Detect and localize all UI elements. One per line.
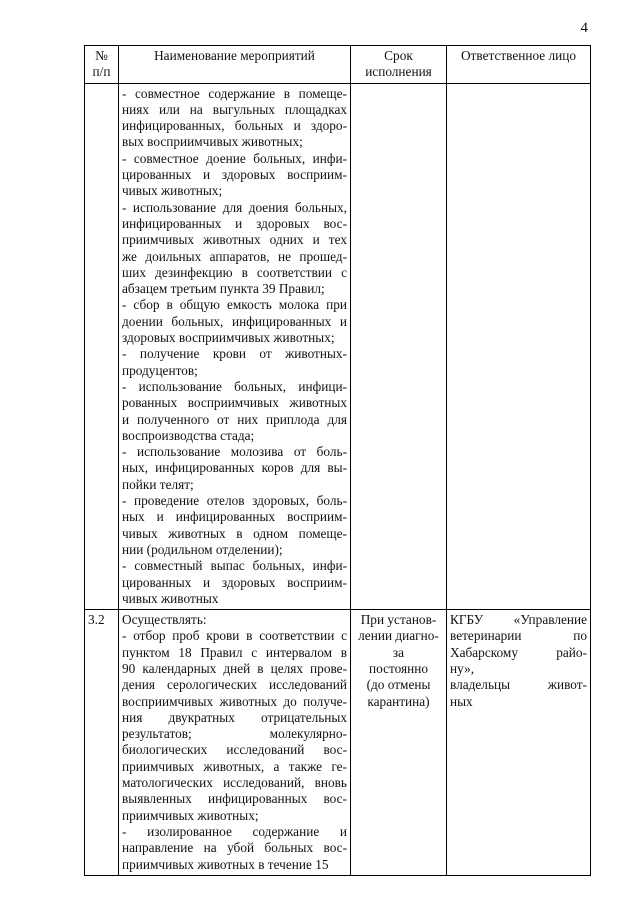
text-line: - использование больных, инфици-: [122, 378, 347, 394]
header-num-line: №: [95, 48, 108, 63]
text-line: и полученного от них приплода для: [122, 411, 347, 427]
row-number-cell: [85, 83, 119, 610]
text-line: ных: [450, 693, 473, 709]
text-line: карантина): [367, 693, 430, 709]
table-row: [85, 83, 591, 610]
text-line: - совместное доение больных, инфи-: [122, 150, 347, 166]
text-line: же доильных аппаратов, не прошед-: [122, 248, 347, 264]
header-name: [119, 46, 351, 84]
text-line: цированных и здоровых восприим-: [122, 167, 347, 183]
row-term-cell: [351, 83, 447, 610]
row-term-cell: [351, 610, 447, 876]
text-line: за: [392, 644, 405, 660]
text-line: восприимчивых животных до получе-: [122, 693, 347, 709]
header-num-line: п/п: [92, 64, 111, 80]
text-line: вых восприимчивых животных;: [122, 134, 303, 150]
text-line: приимчивых животных, а также ге-: [122, 758, 347, 774]
header-term-line: Срок: [384, 48, 413, 63]
text-line: владельцы живот-: [450, 677, 587, 693]
header-name-text: Наименование мероприятий: [154, 48, 315, 63]
text-line: нии (родильном отделении);: [122, 541, 283, 557]
text-line: Хабарскому райо-: [450, 644, 587, 660]
text-line: - отбор проб крови в соответствии с: [122, 628, 347, 644]
row-measures-cell: [119, 83, 351, 610]
text-line: абзацем третьим пункта 39 Правил;: [122, 281, 325, 297]
table-header-row: [85, 46, 591, 84]
text-line: - совместный выпас больных, инфи-: [122, 558, 347, 574]
text-line: воспроизводства стада;: [122, 427, 255, 443]
text-line: - использование молозива от боль-: [122, 444, 347, 460]
text-line: - использование для доения больных,: [122, 199, 347, 215]
text-line: ниях или на выгульных площадках: [122, 101, 347, 117]
text-line: - совместное содержание в помеще-: [122, 85, 347, 101]
text-line: чивых животных в одном помеще-: [122, 525, 347, 541]
text-line: - сбор в общую емкость молока при: [122, 297, 347, 313]
text-line: ния двукратных отрицательных: [122, 709, 347, 725]
text-line: направление на убой больных вос-: [122, 840, 347, 856]
text-line: - получение крови от животных-: [122, 346, 347, 362]
header-term: [351, 46, 447, 84]
text-line: цированных и здоровых восприим-: [122, 574, 347, 590]
row-number-cell: 3.2: [85, 610, 119, 876]
text-line: ших дезинфекцию в соответствии с: [122, 264, 347, 280]
text-line: пойки телят;: [122, 476, 194, 492]
row-measures-cell: [119, 610, 351, 876]
header-responsible: [447, 46, 591, 84]
text-line: (до отмены: [366, 677, 431, 693]
text-line: пунктом 18 Правил с интервалом в: [122, 644, 347, 660]
text-line: ных, инфицированных коров для вы-: [122, 460, 347, 476]
text-line: матологических исследований, вновь: [122, 775, 347, 791]
text-line: ных и инфицированных восприим-: [122, 509, 347, 525]
page-number: 4: [580, 20, 588, 36]
text-line: инфицированных, больных и здоро-: [122, 118, 347, 134]
text-line: постоянно: [368, 660, 429, 676]
text-line: чивых животных;: [122, 183, 223, 199]
text-line: ну»,: [450, 660, 475, 676]
text-line: Осуществлять:: [122, 612, 207, 628]
measures-table: [84, 45, 591, 876]
header-term-line: исполнения: [365, 64, 432, 80]
text-line: - проведение отелов здоровых, боль-: [122, 493, 347, 509]
text-line: приимчивых животных в течение 15: [122, 856, 329, 872]
text-line: приимчивых животных;: [122, 807, 259, 823]
text-line: ветеринарии по: [450, 628, 587, 644]
header-num: [85, 46, 119, 84]
row-responsible-cell: [447, 610, 591, 876]
header-responsible-text: Ответственное лицо: [460, 48, 577, 63]
text-line: чивых животных: [122, 590, 219, 606]
text-line: выявленных инфицированных вос-: [122, 791, 347, 807]
text-line: результатов; молекулярно-: [122, 726, 347, 742]
text-line: доении больных, инфицированных и: [122, 313, 347, 329]
text-line: дения серологических исследований: [122, 677, 347, 693]
row-responsible-cell: [447, 83, 591, 610]
text-line: При установ-: [360, 612, 437, 628]
text-line: здоровых восприимчивых животных;: [122, 330, 335, 346]
text-line: рованных восприимчивых животных: [122, 395, 347, 411]
text-line: инфицированных и здоровых вос-: [122, 215, 347, 231]
text-line: приимчивых животных одних и тех: [122, 232, 347, 248]
text-line: КГБУ «Управление: [450, 612, 587, 628]
text-line: продуцентов;: [122, 362, 198, 378]
text-line: лении диагно-: [358, 628, 439, 644]
text-line: биологических исследований вос-: [122, 742, 347, 758]
text-line: 90 календарных дней в целях прове-: [122, 660, 347, 676]
table-row: [85, 610, 591, 876]
text-line: - изолированное содержание и: [122, 823, 347, 839]
